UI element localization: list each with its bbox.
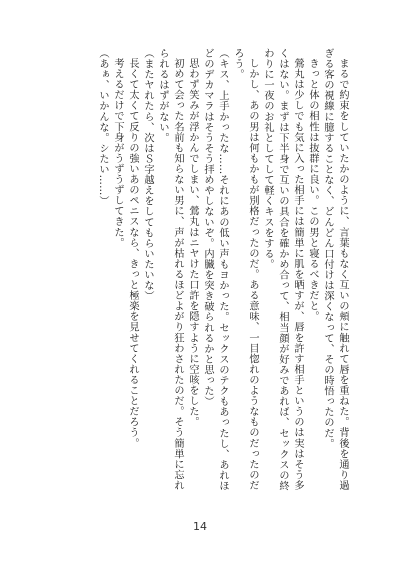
paragraph-2: きっと体の相性は抜群に良い。この男と寝るべきだと。 <box>307 58 318 322</box>
paragraph-10: 考えるだけで下身がうずうずしてきた。 <box>112 58 123 249</box>
paragraph-5-inner-monologue: （キス、上手かったな……それにあの低い声もヨかった。セックスのテクもあったし、あれほどのデカマラはそうそう拝めやしないぞ。内臓を突き破られるかと思った） <box>202 48 228 492</box>
vertical-text-body <box>50 48 350 500</box>
paragraph-7: 初めて会った名前も知らない男に、声が枯れるほどよがり狂わされたのだ。そう簡単に忘れられるはずがない。 <box>157 48 183 491</box>
paragraph-3: 鶯丸は少しでも気に入った相手には簡単に肌を晒すが、唇を許す相手というのは実はそう多くはない。まずは下半身で互いの具合を確かめ合って、相当顔が好みであれば、セックスの終わりに一夜のお礼としてして軽くキスをする。 <box>262 48 303 492</box>
paragraph-8-inner-monologue: （またヤれたら、次はＳ字越えをしてもらいたいな） <box>142 48 153 302</box>
page-number: 14 <box>193 520 207 533</box>
paragraph-6: 思わず笑みが浮かんでしまい、鶯丸はニヤけた口許を隠すように空咳をした。 <box>187 58 198 428</box>
paragraph-9: 長くて太くて反りの強いあのペニスなら、きっと極楽を見せてくれることだろう。 <box>127 58 138 449</box>
paragraph-11-inner-monologue: （あぁ、いかんな。シたい……） <box>97 48 108 207</box>
paragraph-1: まるで約束をしていたかのように、言葉もなく互いの頬に触れて唇を重ねた。背後を通り過ぎる客の視線に臆することなく、どんどん口付けは深くなって、その時悟ったのだ。 <box>322 48 348 491</box>
paragraph-4: しかし、あの男は何もかもが別格だったのだ。ある意味、一目惚れのようなものだったのだろう。 <box>232 48 258 491</box>
